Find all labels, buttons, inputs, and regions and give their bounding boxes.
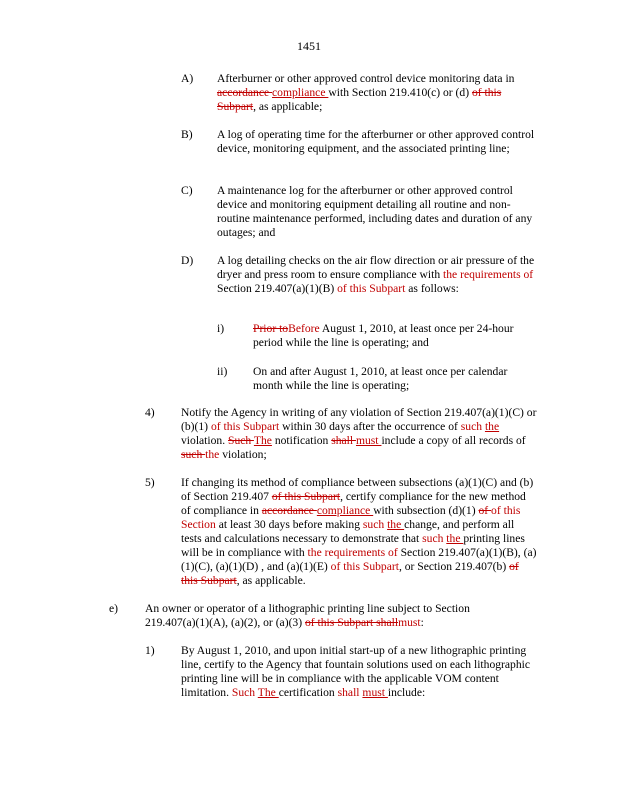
item-label: B) [181, 128, 193, 141]
text-run: at least 30 days before making [218, 518, 363, 531]
text-run: notification [271, 434, 332, 447]
item-text [181, 644, 541, 700]
item-text [253, 365, 535, 393]
revised-text: such [460, 420, 485, 433]
deleted-text: of this Subpart [271, 490, 341, 503]
revised-text: Such [231, 686, 258, 699]
item-text [181, 406, 537, 462]
text-run: certification [278, 686, 338, 699]
deleted-text: Prior to [253, 322, 289, 335]
revised-text: such [362, 518, 388, 531]
inserted-text: the [484, 420, 500, 433]
revised-text: of this Section [181, 504, 521, 531]
text-run: A maintenance log for the afterburner or other approved control device and monitoring equipment detailing all routine and non-routine maintenance performed, including dates and duration of any outages; and [217, 184, 533, 239]
deleted-text: shall [331, 434, 356, 447]
item-text [181, 476, 537, 588]
item-text [145, 602, 495, 630]
item-label: A) [181, 72, 194, 85]
text-run: as follows: [408, 282, 459, 295]
text-run: include: [387, 686, 426, 699]
page-number: 1451 [297, 39, 321, 53]
inserted-text: the [446, 532, 464, 545]
text-run: , certify compliance for the new method of compliance in [181, 490, 526, 517]
text-run: Notify the Agency in writing of any violation of Section 219.407(a)(1)(C) or (b)(1) [181, 406, 537, 433]
revised-text: Before [288, 322, 322, 335]
item-label: 5) [145, 476, 155, 489]
item-text [217, 72, 535, 114]
text-run: A log detailing checks on the air flow direction or air pressure of the dryer and press room to ensure compliance with [217, 254, 535, 281]
item-label: 1) [145, 644, 155, 657]
item-label: C) [181, 184, 193, 197]
text-run: August 1, 2010, at least once per 24-hour period while the line is operating; and [253, 322, 514, 349]
inserted-text: the [387, 518, 405, 531]
text-run: : [420, 616, 424, 629]
deleted-text: of this Subpart [181, 560, 519, 587]
inserted-text: must [355, 434, 382, 447]
item-text [253, 322, 535, 350]
text-run: On and after August 1, 2010, at least once per calendar month while the line is operating; [253, 365, 508, 392]
item-label: 4) [145, 406, 155, 419]
text-run: Section 219.407(a)(1)(B), (a)(1)(C), (a)(1)(D) , and (a)(1)(E) [181, 546, 537, 573]
text-run: change, and perform all tests and calculations necessary to demonstrate that [181, 518, 515, 545]
revised-text: the [205, 448, 220, 461]
item-text [217, 128, 535, 156]
text-run: A log of operating time for the afterburner or other approved control device, monitoring equipment, and the associated printing line; [217, 128, 535, 155]
item-label: i) [217, 322, 225, 335]
item-label: ii) [217, 365, 228, 378]
text-run: By August 1, 2010, and upon initial start-up of a new lithographic printing line, certify to the Agency that fountain solutions used on each lithographic printing line will be in compliance with the applicable VOM content limitation. [181, 644, 531, 699]
deleted-text: accordance [217, 86, 273, 99]
deleted-text: of [478, 504, 492, 517]
text-run: within 30 days after the occurrence of [282, 420, 461, 433]
inserted-text: The [257, 686, 279, 699]
text-run: with subsection (d)(1) [373, 504, 479, 517]
revised-text: such [422, 532, 447, 545]
text-run: , as applicable; [253, 100, 323, 113]
text-run: , or Section 219.407(b) [398, 560, 510, 573]
inserted-text: compliance [316, 504, 374, 517]
revised-text: of this Subpart [210, 420, 283, 433]
revised-text: the requirements of [307, 546, 401, 559]
text-run: include a copy of all records of [381, 434, 526, 447]
revised-text: of this Subpart [337, 282, 409, 295]
item-text [217, 184, 535, 240]
text-run: , as applicable. [236, 574, 306, 587]
deleted-text: of this Subpart shall [304, 616, 399, 629]
deleted-text: accordance [261, 504, 317, 517]
text-run: If changing its method of compliance between subsections (a)(1)(C) and (b) of Section 219.407 [181, 476, 534, 503]
inserted-text: The [253, 434, 272, 447]
deleted-text: such [181, 448, 206, 461]
text-run: with Section 219.410(c) or (d) [328, 86, 472, 99]
revised-text: shall [337, 686, 363, 699]
revised-text: the requirements of [443, 268, 534, 281]
item-label: e) [109, 602, 119, 615]
deleted-text: of this Subpart [217, 86, 502, 113]
text-run: Section 219.407(a)(1)(B) [217, 282, 338, 295]
text-run: violation; [219, 448, 267, 461]
revised-text: must [398, 616, 421, 629]
text-run: printing lines will be in compliance with [181, 532, 525, 559]
text-run: violation. [181, 434, 229, 447]
text-run: An owner or operator of a lithographic printing line subject to Section 219.407(a)(1)(A), (a)(2), or (a)(3) [145, 602, 470, 629]
deleted-text: Such [228, 434, 254, 447]
revised-text: of this Subpart [330, 560, 399, 573]
inserted-text: compliance [272, 86, 329, 99]
text-run: Afterburner or other approved control device monitoring data in [217, 72, 515, 85]
inserted-text: must [362, 686, 388, 699]
item-label: D) [181, 254, 194, 267]
item-text [217, 254, 539, 296]
